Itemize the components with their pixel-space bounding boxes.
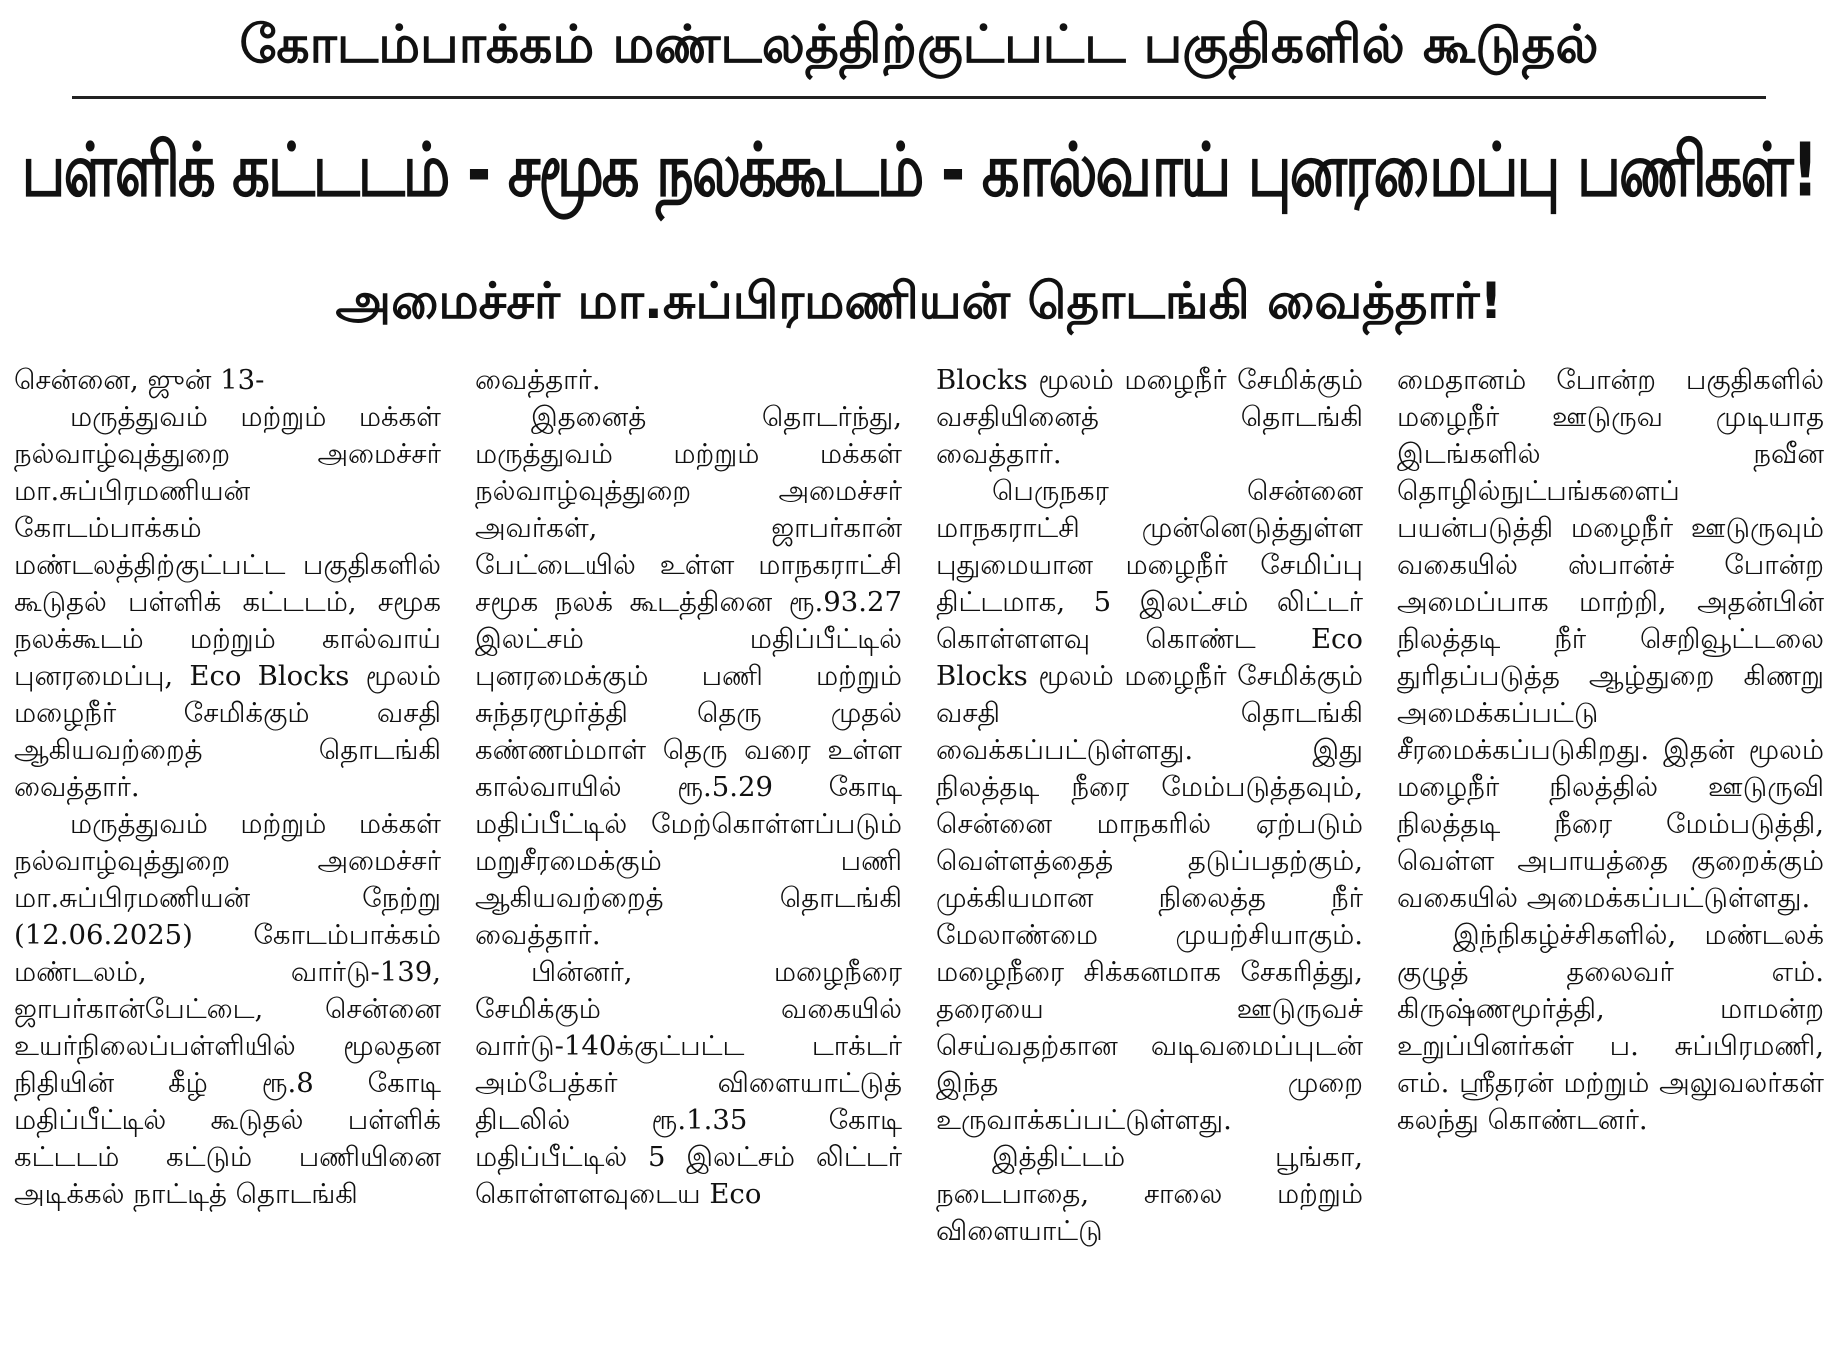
kicker-heading: கோடம்பாக்கம் மண்டலத்திற்குட்பட்ட பகுதிகளில் கூடுதல்	[72, 0, 1766, 99]
sub-headline: அமைச்சர் மா.சுப்பிரமணியன் தொடங்கி வைத்தார்!	[335, 271, 1503, 330]
article-column-1	[14, 362, 441, 1350]
article-column-4	[1397, 362, 1824, 1350]
article-paragraph: இந்நிகழ்ச்சிகளில், மண்டலக் குழுத் தலைவர் எம். கிருஷ்ணமூர்த்தி, மாமன்ற உறுப்பினர்கள் ப. சுப்பிரமணி, எம். ஸ்ரீதரன் மற்றும் அலுவலர்கள் கலந்து கொண்டனர்.	[1397, 919, 1824, 1136]
article-body	[14, 362, 1824, 1350]
article-paragraph: வைத்தார்.	[475, 364, 601, 396]
dateline: சென்னை, ஜுன் 13-	[14, 364, 265, 396]
article-paragraph: பெருநகர சென்னை மாநகராட்சி முன்னெடுத்துள்ள புதுமையான மழைநீர் சேமிப்பு திட்டமாக, 5 இலட்சம் லிட்டர் கொள்ளளவு கொண்ட Eco Blocks மூலம் மழைநீர் சேமிக்கும் வசதி தொடங்கி வைக்கப்பட்டுள்ளது. இது நிலத்தடி நீரை மேம்படுத்தவும், சென்னை மாநகரில் ஏற்படும் வெள்ளத்தைத் தடுப்பதற்கும், முக்கியமான நிலைத்த நீர் மேலாண்மை முயற்சியாகும். மழைநீரை சிக்கனமாக சேகரித்து, தரையை ஊடுருவச் செய்வதற்கான வடிவமைப்புடன் இந்த முறை உருவாக்கப்பட்டுள்ளது.	[936, 475, 1363, 1136]
article-column-2	[475, 362, 902, 1350]
article-paragraph: இதனைத் தொடர்ந்து, மருத்துவம் மற்றும் மக்கள் நல்வாழ்வுத்துறை அமைச்சர் அவர்கள், ஜாபர்கான் பேட்டையில் உள்ள மாநகராட்சி சமூக நலக் கூடத்தினை ரூ.93.27 இலட்சம் மதிப்பீட்டில் புனரமைக்கும் பணி மற்றும் சுந்தரமூர்த்தி தெரு முதல் கண்ணம்மாள் தெரு வரை உள்ள கால்வாயில் ரூ.5.29 கோடி மதிப்பீட்டில் மேற்கொள்ளப்படும் மறுசீரமைக்கும் பணி ஆகியவற்றைத் தொடங்கி வைத்தார்.	[475, 401, 902, 951]
article-column-3	[936, 362, 1363, 1350]
article-paragraph: மைதானம் போன்ற பகுதிகளில் மழைநீர் ஊடுருவ முடியாத இடங்களில் நவீன தொழில்நுட்பங்களைப் பயன்படுத்தி மழைநீர் ஊடுருவும் வகையில் ஸ்பான்ச் போன்ற அமைப்பாக மாற்றி, அதன்பின் நிலத்தடி நீர் செறிவூட்டலை துரிதப்படுத்த ஆழ்துறை கிணறு அமைக்கப்பட்டு சீரமைக்கப்படுகிறது. இதன் மூலம் மழைநீர் நிலத்தில் ஊடுருவி நிலத்தடி நீரை மேம்படுத்தி, வெள்ள அபாயத்தை குறைக்கும் வகையில் அமைக்கப்பட்டுள்ளது.	[1397, 364, 1824, 914]
article-paragraph: மருத்துவம் மற்றும் மக்கள் நல்வாழ்வுத்துறை அமைச்சர் மா.சுப்பிரமணியன் கோடம்பாக்கம் மண்டலத்திற்குட்பட்ட பகுதிகளில் கூடுதல் பள்ளிக் கட்டடம், சமூக நலக்கூடம் மற்றும் கால்வாய் புனரமைப்பு, Eco Blocks மூலம் மழைநீர் சேமிக்கும் வசதி ஆகியவற்றைத் தொடங்கி வைத்தார்.	[14, 401, 441, 803]
article-paragraph: மருத்துவம் மற்றும் மக்கள் நல்வாழ்வுத்துறை அமைச்சர் மா.சுப்பிரமணியன் நேற்று (12.06.2025) கோடம்பாக்கம் மண்டலம், வார்டு-139, ஜாபர்கான்பேட்டை, சென்னை உயர்நிலைப்பள்ளியில் மூலதன நிதியின் கீழ் ரூ.8 கோடி மதிப்பீட்டில் கூடுதல் பள்ளிக் கட்டடம் கட்டும் பணியினை அடிக்கல் நாட்டித் தொடங்கி	[14, 808, 441, 1210]
article-paragraph: Blocks மூலம் மழைநீர் சேமிக்கும் வசதியினைத் தொடங்கி வைத்தார்.	[936, 364, 1363, 470]
article-paragraph: பின்னர், மழைநீரை சேமிக்கும் வகையில் வார்டு-140க்குட்பட்ட டாக்டர் அம்பேத்கர் விளையாட்டுத் திடலில் ரூ.1.35 கோடி மதிப்பீட்டில் 5 இலட்சம் லிட்டர் கொள்ளளவுடைய Eco	[475, 956, 902, 1210]
main-headline: பள்ளிக் கட்டடம் - சமூக நலக்கூடம் - கால்வாய் புனரமைப்பு பணிகள்!	[21, 125, 1817, 213]
article-paragraph: இத்திட்டம் பூங்கா, நடைபாதை, சாலை மற்றும் விளையாட்டு	[936, 1141, 1363, 1247]
